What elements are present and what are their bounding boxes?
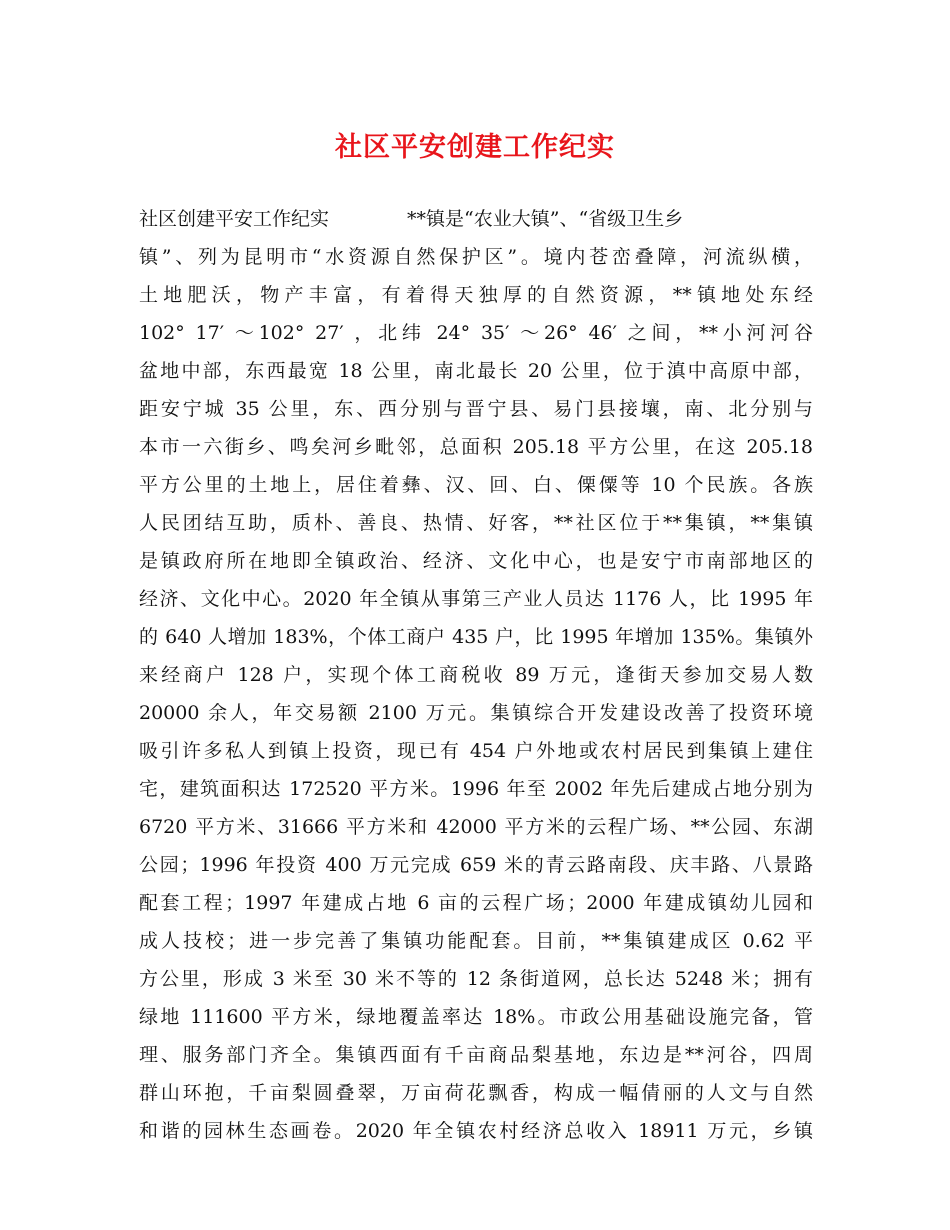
paragraph-line: 人民团结互助，质朴、善良、热情、好客，**社区位于**集镇，**集镇 (139, 512, 813, 534)
paragraph-line-first (139, 200, 813, 238)
paragraph-line: 成人技校；进一步完善了集镇功能配套。目前，**集镇建成区 0.62 平 (139, 930, 813, 952)
document-title: 社区平安创建工作纪实 (335, 132, 615, 163)
paragraph-line: 6720 平方米、31666 平方米和 42000 平方米的云程广场、**公园、东湖 (139, 816, 813, 838)
paragraph-line: 宅，建筑面积达 172520 平方米。1996 年至 2002 年先后建成占地分别为 (139, 778, 813, 800)
paragraph-line: 群山环抱，千亩梨圆叠翠，万亩荷花飘香，构成一幅倩丽的人文与自然 (139, 1082, 813, 1104)
paragraph-line: 102° 17′ ～102° 27′ ，北纬 24° 35′ ～26° 46′ 之间，**小河河谷 (139, 322, 813, 344)
paragraph-line: 配套工程；1997 年建成占地 6 亩的云程广场；2000 年建成镇幼儿园和 (139, 892, 813, 914)
paragraph-line: 和谐的园林生态画卷。2020 年全镇农村经济总收入 18911 万元，乡镇 (139, 1120, 813, 1142)
paragraph-line: 经济、文化中心。2020 年全镇从事第三产业人员达 1176 人，比 1995 年 (139, 588, 813, 610)
paragraph-line: 吸引许多私人到镇上投资，现已有 454 户外地或农村居民到集镇上建住 (139, 740, 813, 762)
paragraph-line: 本市一六街乡、鸣矣河乡毗邻，总面积 205.18 平方公里，在这 205.18 (139, 436, 813, 458)
paragraph-line: 来经商户 128 户，实现个体工商税收 89 万元，逢街天参加交易人数 (139, 664, 813, 686)
first-line-text: **镇是“农业大镇”、“省级卫生乡 (407, 208, 684, 230)
paragraph-line: 理、服务部门齐全。集镇西面有千亩商品梨基地，东边是**河谷，四周 (139, 1044, 813, 1066)
paragraph-line: 公园；1996 年投资 400 万元完成 659 米的青云路南段、庆丰路、八景路 (139, 854, 813, 876)
paragraph-line: 方公里，形成 3 米至 30 米不等的 12 条街道网，总长达 5248 米；拥有 (139, 968, 813, 990)
paragraph-line: 的 640 人增加 183%，个体工商户 435 户，比 1995 年增加 135%。集镇外 (139, 626, 813, 648)
paragraph-line: 平方公里的土地上，居住着彝、汉、回、白、傈僳等 10 个民族。各族 (139, 474, 813, 496)
paragraph-line: 土地肥沃，物产丰富，有着得天独厚的自然资源，**镇地处东经 (139, 284, 813, 306)
paragraph-line: 镇”、列为昆明市“水资源自然保护区”。境内苍峦叠障，河流纵横， (139, 246, 813, 268)
lead-text: 社区创建平安工作纪实 (139, 208, 330, 230)
paragraph-line: 20000 余人，年交易额 2100 万元。集镇综合开发建设改善了投资环境 (139, 702, 813, 724)
paragraph-line: 绿地 111600 平方米，绿地覆盖率达 18%。市政公用基础设施完备，管 (139, 1006, 813, 1028)
paragraph-line: 盆地中部，东西最宽 18 公里，南北最长 20 公里，位于滇中高原中部， (139, 360, 813, 382)
paragraph-line: 是镇政府所在地即全镇政治、经济、文化中心，也是安宁市南部地区的 (139, 550, 813, 572)
paragraph-line: 距安宁城 35 公里，东、西分别与晋宁县、易门县接壤，南、北分别与 (139, 398, 813, 420)
